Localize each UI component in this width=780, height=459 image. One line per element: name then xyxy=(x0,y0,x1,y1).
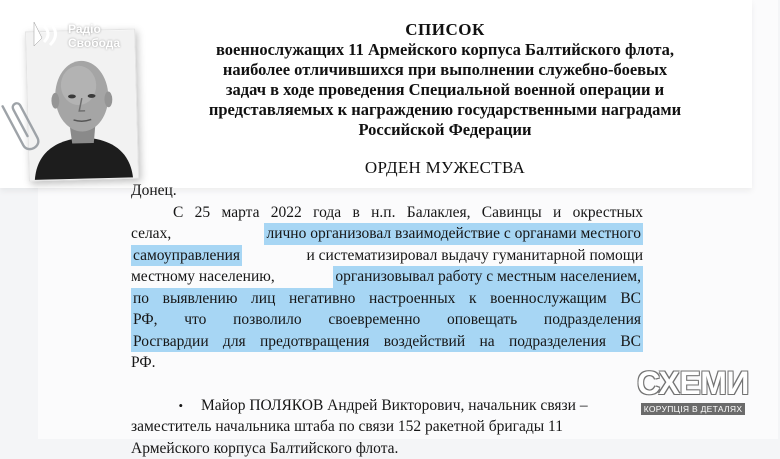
text-line: Армейского корпуса Балтийского флота. xyxy=(131,438,643,459)
highlighted-text: РФ, что позволило своевременно оповещать подразделения xyxy=(131,309,643,331)
bullet-icon: • xyxy=(131,395,201,417)
highlighted-text: самоуправления xyxy=(131,245,242,267)
header-line: представляемых к награждению государственными наградами xyxy=(130,100,760,120)
text-line xyxy=(131,331,643,353)
text-line xyxy=(131,180,643,202)
text-line: С 25 марта 2022 года в н.п. Балаклея, Савинцы и окрестных xyxy=(131,202,643,224)
text-line: РФ. xyxy=(131,352,643,374)
header-line: Российской Федерации xyxy=(130,120,760,140)
award-title: ОРДЕН МУЖЕСТВА xyxy=(130,158,760,178)
highlighted-text: Росгвардии для предотвращения воздействий на подразделения ВС xyxy=(131,331,643,353)
list-title: СПИСОК xyxy=(130,20,760,40)
award-description xyxy=(131,180,643,459)
text-line: заместитель начальника штаба по связи 152 ракетной бригады 11 xyxy=(131,416,643,438)
text-line: селах, лично организовал взаимодействие с органами местного xyxy=(131,223,643,245)
bullet-item: • Майор ПОЛЯКОВ Андрей Викторович, начальник связи – xyxy=(131,395,643,417)
radio-svoboda-logo xyxy=(28,20,138,60)
header-line: наиболее отличившихся при выполнении служебно-боевых xyxy=(130,60,760,80)
highlighted-text: организовывал работу с местным населением, xyxy=(333,266,643,288)
cut-off-line: Донец. xyxy=(131,180,177,202)
text-line: самоуправления и систематизировал выдачу гуманитарной помощи xyxy=(131,245,643,267)
radio-svoboda-wordmark: Радіо Свобода xyxy=(68,22,120,50)
highlighted-text: лично организовал взаимодействие с органами местного xyxy=(264,223,643,245)
highlighted-text: по выявлению лиц негативно настроенных к военнослужащим ВС xyxy=(131,288,643,310)
text-line xyxy=(131,309,643,331)
paper-clip-icon xyxy=(0,90,60,160)
text-line xyxy=(131,288,643,310)
skhemy-tagline: КОРУПЦІЯ В ДЕТАЛЯХ xyxy=(641,403,746,415)
radio-svoboda-mark-icon xyxy=(28,20,68,50)
text-line: местному населению, организовывал работу с местным населением, xyxy=(131,266,643,288)
skhemy-logo xyxy=(634,367,752,411)
header-line: военнослужащих 11 Армейского корпуса Балтийского флота, xyxy=(130,40,760,60)
skhemy-wordmark: СХЕМИ xyxy=(634,367,752,399)
header-title-block xyxy=(130,20,760,140)
header-line: задач в ходе проведения Специальной военной операции и xyxy=(130,80,760,100)
